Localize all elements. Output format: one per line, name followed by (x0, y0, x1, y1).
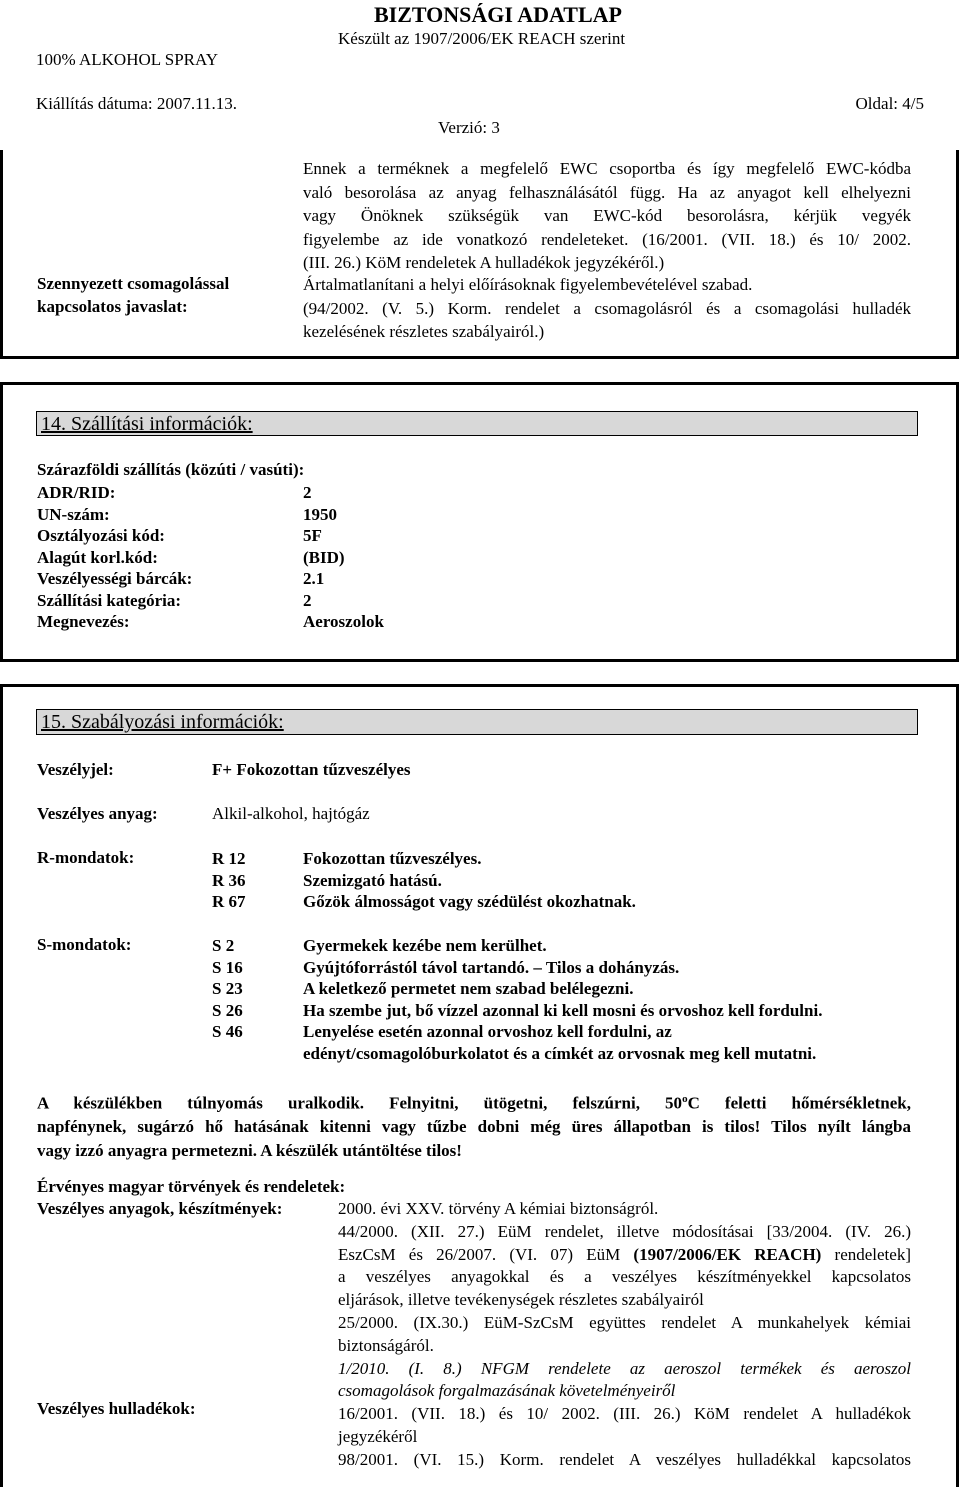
laws-list: 2000. évi XXV. törvény A kémiai biztonságról. 44/2000. (XII. 27.) EüM rendelet, illetve módosításai [33/2004. (IV. 26.) EszCsM és 26/2007. (VI. 07) EüM (1907/2006/EK REACH) rendeletek] a veszélyes anyagokkal és a veszélyes készítményekkel kapcsolatos eljárások, illetve tevékenységek részletes szabályairól 25/2000. (IX.30.) EüM-SzCsM együttes rendelet A munkahelyek kémiai biztonságáról. 1/2010. (I. 8.) NFGM rendelete az aeroszol termékek és aeroszol csomagolások forgalmazásának követelményeiről 16/2001. (VII. 18.) és 10/ 2002. (III. 26.) KöM rendelet A hulladékok jegyzékéről 98/2001. (VI. 15.) Korm. rendelet A veszélyes hulladékkal kapcsolatos (338, 1199, 911, 1469)
r-phrase-texts (303, 848, 636, 913)
r-phrase-code: R 12 (212, 849, 246, 868)
transport-label: Osztályozási kód: (37, 526, 165, 545)
transport-value: 2 (303, 483, 312, 502)
hazard-symbol-label: Veszélyjel: (37, 760, 114, 779)
r-phrase-text: Gőzök álmosságot vagy szédülést okozhatnak. (303, 892, 636, 911)
page-number: Oldal: 4/5 (855, 94, 924, 113)
land-transport-heading: Szárazföldi szállítás (közúti / vasúti): (37, 460, 305, 479)
issue-date: Kiállítás dátuma: 2007.11.13. (36, 94, 237, 113)
transport-label: ADR/RID: (37, 483, 116, 502)
document-title: BIZTONSÁGI ADATLAP (374, 2, 622, 27)
s-phrase-code: S 23 (212, 979, 243, 998)
section-14-heading: 14. Szállítási információk: (36, 411, 918, 436)
transport-label: UN-szám: (37, 504, 110, 524)
packaging-text: Ártalmatlanítani a helyi előírásoknak figyelembevételével szabad. (94/2002. (V. 5.) Korm. rendelet a csomagolásról és a csomagolási hulladék kezelésének részletes szabályairól.) (303, 275, 911, 341)
transport-label: Alagút korl.kód: (37, 547, 158, 567)
s-phrase-codes (212, 935, 243, 1043)
s-phrase-code: S 2 (212, 936, 235, 955)
s-phrase-text: Gyújtóforrástól távol tartandó. – Tilos a dohányzás. (303, 957, 680, 977)
packaging-label-line1: Szennyezett csomagolással (37, 274, 230, 293)
s-phrase-texts (303, 935, 822, 1064)
pressure-warning: A készülékben túlnyomás uralkodik. Felnyitni, ütögetni, felszúrni, 50$^o$C feletti hőmérsékletnek, napfénynek, sugárzó hő hatásának kitenni vagy tűzbe dobni még üres állapotban is tilos! Tilos nyílt lángba vagy izzó anyagra permetezni. A készülék utántöltése tilos! (37, 1093, 911, 1160)
s46-continuation: edényt/csomagolóburkolatot és a címkét az orvosnak meg kell mutatni. (303, 1043, 817, 1063)
r-phrases-label: R-mondatok: (37, 848, 135, 867)
transport-value: 2 (303, 590, 312, 610)
transport-value: 5F (303, 526, 322, 545)
r-phrase-codes (212, 848, 246, 913)
r-phrase-text: Fokozottan tűzveszélyes. (303, 849, 482, 868)
s-phrases-label: S-mondatok: (37, 935, 132, 954)
packaging-label-line2: kapcsolatos javaslat: (37, 297, 188, 316)
r-phrase-code: R 36 (212, 870, 246, 890)
hazardous-substance-value: Alkil-alkohol, hajtógáz (212, 804, 370, 823)
r-phrase-code: R 67 (212, 892, 246, 911)
s-phrase-code: S 26 (212, 1000, 243, 1020)
transport-value: 1950 (303, 504, 337, 524)
s-phrase-text: A keletkező permetet nem szabad belélegezni. (303, 979, 634, 998)
transport-labels (37, 482, 192, 633)
hazardous-waste-label: Veszélyes hulladékok: (37, 1399, 196, 1418)
s-phrase-text: Ha szembe jut, bő vízzel azonnal ki kell mosni és orvoshoz kell fordulni. (303, 1000, 823, 1020)
hazard-symbol-value: F+ Fokozottan tűzveszélyes (212, 760, 411, 779)
version: Verzió: 3 (438, 118, 500, 137)
transport-values (303, 482, 384, 633)
transport-label: Veszélyességi bárcák: (37, 569, 193, 588)
waste-ewc-text: Ennek a terméknek a megfelelő EWC csoportba és így megfelelő EWC-kódba való besorolása az anyag felhasználásától függ. Ha az anyagot kell elhelyezni vagy Önöknek szükségük van EWC-kód besorolásra, kérjük vegyék figyelembe az ide vonatkozó rendeleteket. (16/2001. (VII. 18.) és 10/ 2002. (III. 26.) KöM rendeletek A hulladékok jegyzékéről.) (303, 159, 911, 272)
transport-value: (BID) (303, 547, 345, 567)
transport-value: Aeroszolok (303, 612, 384, 631)
s-phrase-text: Lenyelése esetén azonnal orvoshoz kell fordulni, az (303, 1022, 672, 1041)
transport-label: Szállítási kategória: (37, 590, 182, 610)
product-name: 100% ALKOHOL SPRAY (36, 50, 218, 69)
s-phrase-text: Gyermekek kezébe nem kerülhet. (303, 936, 547, 955)
transport-label: Megnevezés: (37, 612, 130, 631)
hazardous-materials-label: Veszélyes anyagok, készítmények: (37, 1199, 283, 1218)
transport-value: 2.1 (303, 569, 325, 588)
s-phrase-code: S 16 (212, 957, 243, 977)
document-subtitle: Készült az 1907/2006/EK REACH szerint (338, 29, 626, 48)
section-15-heading: 15. Szabályozási információk: (36, 709, 918, 735)
r-phrase-text: Szemizgató hatású. (303, 870, 442, 890)
hazardous-substance-label: Veszélyes anyag: (37, 804, 158, 823)
laws-heading: Érvényes magyar törvények és rendeletek: (37, 1177, 346, 1196)
s-phrase-code: S 46 (212, 1022, 243, 1041)
